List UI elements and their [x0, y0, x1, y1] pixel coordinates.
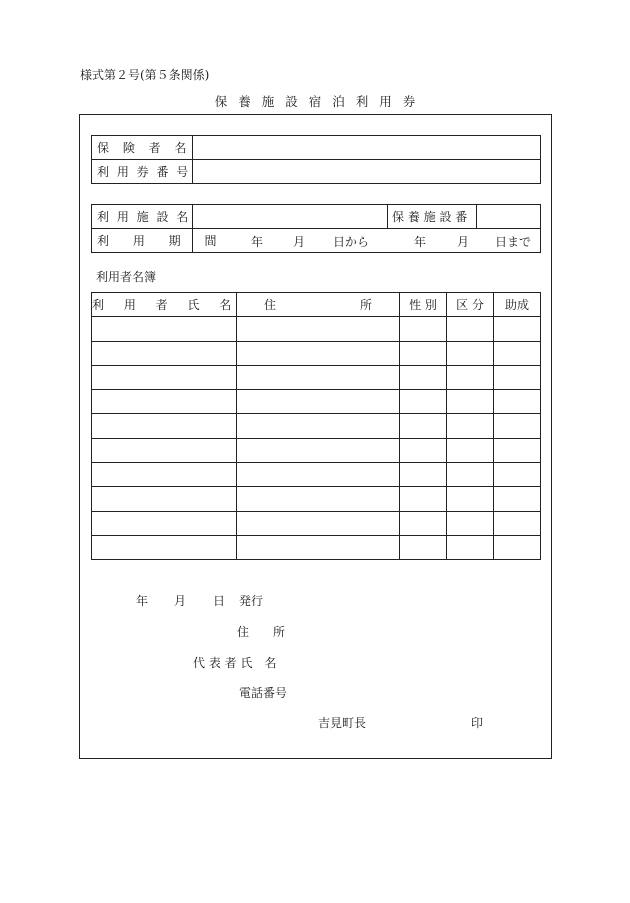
table-row [92, 205, 541, 229]
roster-cell[interactable] [400, 414, 447, 438]
roster-cell[interactable] [92, 341, 237, 365]
roster-cell[interactable] [494, 390, 541, 414]
table-row [92, 511, 541, 535]
roster-cell[interactable] [92, 438, 237, 462]
facility-name-label: 利 用 施 設 名 [92, 205, 193, 229]
roster-cell[interactable] [447, 535, 494, 559]
document-title: 保養施設宿泊利用券 [214, 94, 427, 109]
roster-cell[interactable] [400, 487, 447, 511]
roster-cell[interactable] [447, 463, 494, 487]
roster-cell[interactable] [92, 414, 237, 438]
roster-cell[interactable] [447, 317, 494, 341]
roster-cell[interactable] [237, 390, 400, 414]
roster-cell[interactable] [92, 317, 237, 341]
table-row [92, 390, 541, 414]
table-row [92, 414, 541, 438]
roster-cell[interactable] [494, 341, 541, 365]
roster-cell[interactable] [400, 390, 447, 414]
roster-cell[interactable] [494, 414, 541, 438]
table-row [92, 487, 541, 511]
roster-cell[interactable] [494, 511, 541, 535]
roster-cell[interactable] [237, 341, 400, 365]
table-row [92, 438, 541, 462]
representative-label: 代 表 者 氏 名 [193, 656, 277, 670]
form-number: 様式第２号(第５条関係) [80, 68, 210, 82]
insured-name-label: 保 険 者 名 [92, 136, 193, 160]
roster-cell[interactable] [237, 414, 400, 438]
roster-header-row [92, 293, 541, 317]
period-label: 利 用 期 間 [92, 229, 193, 253]
address-label: 住 所 [237, 625, 286, 639]
roster-column-header: 区 分 [447, 293, 494, 317]
table-row [92, 229, 541, 253]
roster-cell[interactable] [400, 365, 447, 389]
roster-cell[interactable] [237, 317, 400, 341]
roster-cell[interactable] [400, 317, 447, 341]
ticket-number-field[interactable] [193, 160, 541, 184]
roster-column-header: 助成 [494, 293, 541, 317]
table-row [92, 535, 541, 559]
roster-cell[interactable] [494, 535, 541, 559]
roster-cell[interactable] [92, 511, 237, 535]
roster-cell[interactable] [400, 511, 447, 535]
roster-cell[interactable] [237, 365, 400, 389]
roster-column-header: 性 別 [400, 293, 447, 317]
facility-number-field[interactable] [477, 205, 541, 229]
phone-label: 電話番号 [239, 686, 288, 700]
roster-column-header: 利 用 者 氏 名 [92, 293, 237, 317]
period-year-from: 年 [251, 235, 264, 249]
insured-info-table [91, 135, 541, 184]
roster-cell[interactable] [447, 365, 494, 389]
roster-cell[interactable] [494, 487, 541, 511]
roster-cell[interactable] [237, 487, 400, 511]
period-day-to: 日まで [495, 235, 532, 249]
roster-cell[interactable] [400, 535, 447, 559]
facility-info-table [91, 204, 541, 253]
roster-cell[interactable] [494, 438, 541, 462]
roster-label: 利用者名簿 [96, 270, 157, 284]
roster-column-header: 住 所 [237, 293, 400, 317]
facility-name-field[interactable] [193, 205, 388, 229]
roster-cell[interactable] [92, 463, 237, 487]
table-row [92, 341, 541, 365]
roster-cell[interactable] [447, 390, 494, 414]
period-month-to: 月 [457, 235, 470, 249]
roster-cell[interactable] [400, 463, 447, 487]
period-field[interactable] [193, 229, 541, 253]
roster-cell[interactable] [92, 487, 237, 511]
roster-cell[interactable] [400, 341, 447, 365]
table-row [92, 317, 541, 341]
roster-cell[interactable] [92, 535, 237, 559]
period-year-to: 年 [414, 235, 427, 249]
issue-day: 日 [213, 594, 226, 608]
roster-cell[interactable] [494, 317, 541, 341]
roster-cell[interactable] [447, 487, 494, 511]
table-row [92, 365, 541, 389]
ticket-number-label: 利 用 券 番 号 [92, 160, 193, 184]
roster-cell[interactable] [237, 535, 400, 559]
roster-cell[interactable] [447, 438, 494, 462]
period-month-from: 月 [293, 235, 306, 249]
roster-cell[interactable] [447, 414, 494, 438]
issued-label: 発行 [239, 594, 264, 608]
period-day-from: 日から [333, 235, 370, 249]
issue-year: 年 [136, 594, 149, 608]
roster-cell[interactable] [92, 390, 237, 414]
issuer-name: 吉見町長 [318, 716, 367, 730]
roster-cell[interactable] [237, 511, 400, 535]
table-row [92, 160, 541, 184]
roster-cell[interactable] [92, 365, 237, 389]
roster-cell[interactable] [447, 341, 494, 365]
seal-mark: 印 [471, 716, 484, 730]
issue-month: 月 [174, 594, 187, 608]
insured-name-field[interactable] [193, 136, 541, 160]
roster-cell[interactable] [400, 438, 447, 462]
roster-cell[interactable] [237, 438, 400, 462]
roster-cell[interactable] [494, 365, 541, 389]
roster-cell[interactable] [447, 511, 494, 535]
roster-cell[interactable] [494, 463, 541, 487]
roster-cell[interactable] [237, 463, 400, 487]
roster-table [91, 292, 541, 560]
facility-number-label: 保 養 施 設 番 [388, 205, 477, 229]
table-row [92, 463, 541, 487]
table-row [92, 136, 541, 160]
